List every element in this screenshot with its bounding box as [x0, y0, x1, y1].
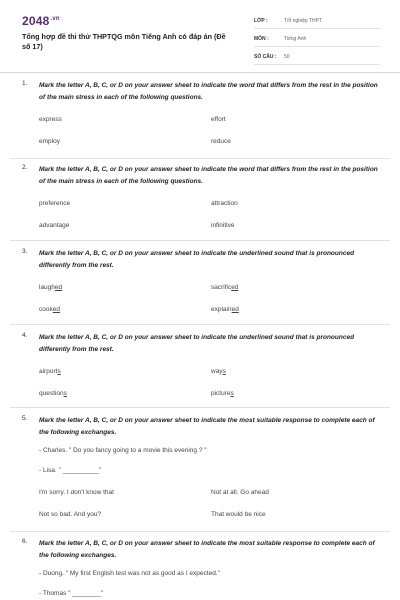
- meta-class-row: [254, 14, 380, 29]
- option-b[interactable]: attraction: [211, 200, 238, 207]
- dialogue-line-1: - Charles. " Do you fancy going to a movie this evening ? ": [39, 447, 207, 454]
- underlined-sound: ed: [231, 284, 239, 291]
- option-stem: laugh: [39, 284, 55, 291]
- question-prompt: Mark the letter A, B, C, or D on your answer sheet to indicate the word that differs from the rest in the position of the main stress in each of the following questions.: [39, 82, 378, 101]
- dialogue-line-2: - Thomas " ________": [39, 590, 104, 597]
- option-d[interactable]: infinitive: [211, 222, 235, 229]
- option-stem: explain: [211, 306, 232, 313]
- divider: [10, 407, 390, 408]
- option-b[interactable]: [211, 284, 238, 291]
- option-stem: sacrific: [211, 284, 232, 291]
- document-title: Tổng hợp đề thi thử THPTQG môn Tiếng Anh có đáp án (Đề số 17): [22, 32, 226, 51]
- option-d[interactable]: reduce: [211, 138, 231, 145]
- option-c[interactable]: employ: [39, 138, 60, 145]
- option-stem: picture: [211, 390, 231, 397]
- option-stem: airport: [39, 368, 58, 375]
- question-number: 1.: [22, 80, 28, 87]
- option-stem: cook: [39, 306, 53, 313]
- option-b[interactable]: [211, 368, 226, 375]
- underlined-sound: s: [57, 368, 61, 375]
- underlined-sound: ed: [231, 306, 239, 313]
- meta-class-value: Tốt nghiệp THPT: [284, 18, 322, 24]
- underlined-sound: ed: [52, 306, 60, 313]
- question-number: 5.: [22, 415, 28, 422]
- meta-subject-row: [254, 32, 380, 47]
- meta-count-value: 50: [284, 54, 290, 60]
- option-a[interactable]: preference: [39, 200, 71, 207]
- underlined-sound: s: [63, 390, 67, 397]
- underlined-sound: s: [222, 368, 226, 375]
- option-d[interactable]: [211, 306, 239, 313]
- question-number: 6.: [22, 538, 28, 545]
- dialogue-line-2: - Lisa. " __________": [39, 467, 102, 474]
- option-c[interactable]: advantage: [39, 222, 70, 229]
- divider: [10, 158, 390, 159]
- logo-suffix: .vn: [50, 16, 60, 22]
- option-c[interactable]: [39, 306, 60, 313]
- option-stem: way: [211, 368, 223, 375]
- meta-count-key: SỐ CÂU :: [254, 54, 277, 60]
- dialogue-line-1: - Duong. " My first English test was not as good as I expected.": [39, 570, 220, 577]
- question-prompt: Mark the letter A, B, C, or D on your answer sheet to indicate the underlined sound that is pronounced differently from the rest.: [39, 334, 355, 353]
- option-d[interactable]: [211, 390, 234, 397]
- option-a[interactable]: [39, 284, 62, 291]
- document-header: [0, 0, 400, 73]
- option-d[interactable]: That would be nice: [211, 511, 266, 518]
- option-b[interactable]: effort: [211, 116, 226, 123]
- option-b[interactable]: Not at all. Go ahead: [211, 489, 269, 496]
- meta-count-row: [254, 50, 380, 65]
- option-c[interactable]: Not so bad. And you?: [39, 511, 102, 518]
- meta-subject-key: MÔN :: [254, 36, 269, 42]
- site-logo[interactable]: [22, 14, 60, 28]
- underlined-sound: ed: [54, 284, 63, 291]
- question-number: 3.: [22, 248, 28, 255]
- question-number: 2.: [22, 164, 28, 171]
- meta-subject-value: Tiếng Anh: [284, 36, 307, 42]
- option-a[interactable]: I'm sorry. I don't know that: [39, 489, 114, 496]
- option-stem: question: [39, 390, 64, 397]
- question-prompt: Mark the letter A, B, C, or D on your answer sheet to indicate the word that differs from the rest in the position of the main stress in each of the following questions.: [39, 166, 378, 185]
- meta-class-key: LỚP :: [254, 18, 268, 24]
- underlined-sound: s: [230, 390, 234, 397]
- document-meta: [254, 14, 380, 68]
- question-prompt: Mark the letter A, B, C, or D on your answer sheet to indicate the underlined sound that is pronounced differently from the rest.: [39, 250, 355, 269]
- divider: [10, 531, 390, 532]
- divider: [10, 324, 390, 325]
- question-prompt: Mark the letter A, B, C, or D on your answer sheet to indicate the most suitable response to complete each of the following exchanges.: [39, 540, 375, 559]
- question-number: 4.: [22, 332, 28, 339]
- option-c[interactable]: [39, 390, 67, 397]
- logo-text: 2048: [22, 14, 50, 28]
- option-a[interactable]: [39, 368, 61, 375]
- question-prompt: Mark the letter A, B, C, or D on your answer sheet to indicate the most suitable response to complete each of the following exchanges.: [39, 417, 375, 436]
- option-a[interactable]: express: [39, 116, 62, 123]
- divider: [10, 240, 390, 241]
